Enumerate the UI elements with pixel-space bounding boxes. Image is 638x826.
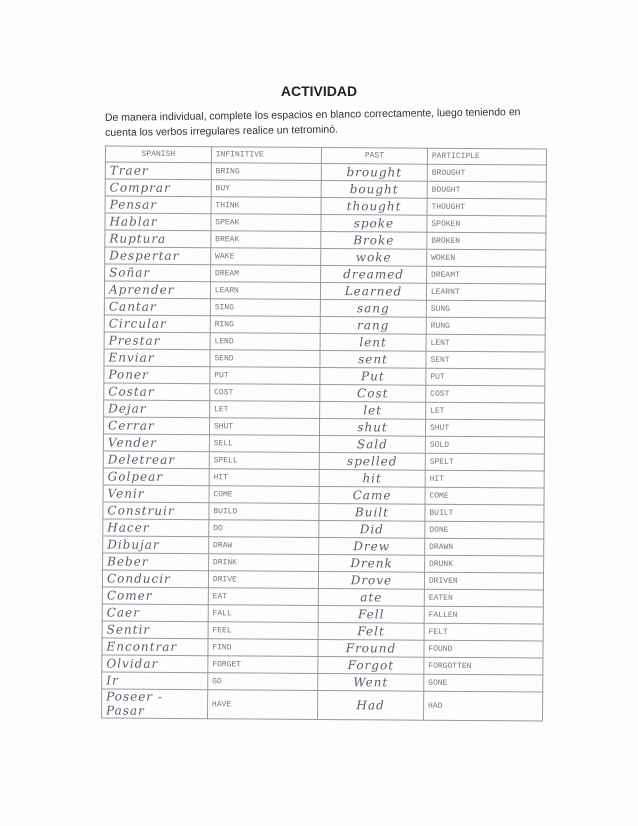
past-cell: sent (320, 350, 426, 368)
infinitive-cell: SPELL (209, 452, 319, 470)
participle-cell: DRIVEN (424, 572, 543, 590)
participle-cell: SPELT (425, 453, 544, 471)
infinitive-cell: LEND (210, 333, 320, 351)
spanish-cell: Traer (105, 162, 211, 180)
infinitive-cell: HIT (209, 469, 319, 487)
past-cell: Learned (321, 282, 427, 300)
participle-cell: BUILT (425, 504, 544, 522)
infinitive-cell: BREAK (211, 231, 321, 249)
past-cell: Built (319, 503, 425, 521)
participle-cell: HAD (423, 691, 542, 721)
spanish-cell: Aprender (104, 281, 210, 299)
spanish-cell: Dejar (104, 400, 210, 418)
past-cell: Drew (319, 537, 425, 555)
header-participle: PARTICIPLE (427, 148, 546, 165)
participle-cell: BROKEN (427, 232, 546, 250)
spanish-cell: Costar (104, 383, 210, 401)
participle-cell: DONE (425, 521, 544, 539)
spanish-cell: Ir (102, 672, 208, 690)
participle-cell: WOKEN (427, 249, 546, 267)
spanish-cell: Cerrar (103, 417, 209, 435)
spanish-cell: Deletrear (103, 451, 209, 469)
participle-cell: FOUND (424, 640, 543, 658)
spanish-cell: Hablar (105, 213, 211, 231)
header-spanish: SPANISH (105, 146, 211, 163)
spanish-cell: Comprar (105, 179, 211, 197)
verbs-table (101, 145, 547, 721)
past-cell: brought (321, 163, 427, 181)
spanish-cell: Poner (104, 366, 210, 384)
participle-cell: COST (426, 385, 545, 403)
past-cell: sang (320, 299, 426, 317)
past-cell: Put (320, 367, 426, 385)
spanish-cell: Despertar (105, 247, 211, 265)
past-cell: Cost (320, 384, 426, 402)
past-cell: Drenk (319, 554, 425, 572)
past-cell: Came (319, 486, 425, 504)
spanish-cell: Construir (103, 502, 209, 520)
spanish-cell: Prestar (104, 332, 210, 350)
spanish-cell: Olvidar (102, 655, 208, 673)
participle-cell: SHUT (425, 419, 544, 437)
past-cell: Had (318, 690, 424, 720)
past-cell: Fell (318, 605, 424, 623)
participle-cell: DRUNK (424, 555, 543, 573)
infinitive-cell: DO (209, 520, 319, 538)
past-cell: spoke (321, 214, 427, 232)
infinitive-cell: THINK (211, 197, 321, 215)
past-cell: woke (321, 248, 427, 266)
participle-cell: FELT (424, 623, 543, 641)
spanish-cell: Ruptura (105, 230, 211, 248)
participle-cell: FORGOTTEN (424, 657, 543, 675)
infinitive-cell: BUY (211, 180, 321, 198)
infinitive-cell: FIND (208, 639, 318, 657)
spanish-cell: Hacer (103, 519, 209, 537)
past-cell: bought (321, 180, 427, 198)
past-cell: Sald (319, 435, 425, 453)
past-cell: shut (320, 418, 426, 436)
participle-cell: SPOKEN (427, 215, 546, 233)
page-title: ACTIVIDAD (280, 83, 358, 99)
spanish-cell: Circular (104, 315, 210, 333)
infinitive-cell: WAKE (211, 248, 321, 266)
participle-cell: THOUGHT (427, 198, 546, 216)
infinitive-cell: RING (210, 316, 320, 334)
past-cell: hit (319, 469, 425, 487)
infinitive-cell: SHUT (209, 418, 319, 436)
header-past: PAST (321, 147, 427, 164)
infinitive-cell: PUT (210, 367, 320, 385)
spanish-cell: Poseer - Pasar (102, 689, 208, 719)
spanish-cell: Comer (102, 587, 208, 605)
participle-cell: RUNG (426, 317, 545, 335)
infinitive-cell: HAVE (207, 690, 317, 720)
spanish-cell: Soñar (105, 264, 211, 282)
participle-cell: FALLEN (424, 606, 543, 624)
past-cell: Felt (318, 622, 424, 640)
infinitive-cell: SEND (210, 350, 320, 368)
past-cell: thought (321, 197, 427, 215)
participle-cell: LEARNT (426, 283, 545, 301)
past-cell: Drove (318, 571, 424, 589)
spanish-cell: Beber (103, 553, 209, 571)
spanish-cell: Pensar (105, 196, 211, 214)
infinitive-cell: EAT (208, 588, 318, 606)
participle-cell: BOUGHT (427, 181, 546, 199)
infinitive-cell: FALL (208, 605, 318, 623)
infinitive-cell: DRINK (208, 554, 318, 572)
infinitive-cell: COME (209, 486, 319, 504)
participle-cell: BROUGHT (427, 164, 546, 182)
infinitive-cell: BUILD (209, 503, 319, 521)
infinitive-cell: SING (210, 299, 320, 317)
participle-cell: PUT (426, 368, 545, 386)
spanish-cell: Sentir (102, 621, 208, 639)
participle-cell: SUNG (426, 300, 545, 318)
past-cell: ate (318, 588, 424, 606)
infinitive-cell: DREAM (210, 265, 320, 283)
participle-cell: GONE (424, 674, 543, 692)
past-cell: lent (320, 333, 426, 351)
infinitive-cell: FORGET (208, 656, 318, 674)
infinitive-cell: SELL (209, 435, 319, 453)
past-cell: Went (318, 673, 424, 691)
past-cell: Did (319, 520, 425, 538)
participle-cell: SOLD (425, 436, 544, 454)
spanish-cell: Dibujar (103, 536, 209, 554)
spanish-cell: Vender (103, 434, 209, 452)
past-cell: dreamed (321, 265, 427, 283)
participle-cell: HIT (425, 470, 544, 488)
participle-cell: LET (426, 402, 545, 420)
participle-cell: SENT (426, 351, 545, 369)
past-cell: Forgot (318, 656, 424, 674)
infinitive-cell: BRING (211, 163, 321, 181)
spanish-cell: Cantar (104, 298, 210, 316)
past-cell: Broke (321, 231, 427, 249)
past-cell: rang (320, 316, 426, 334)
infinitive-cell: FEEL (208, 622, 318, 640)
spanish-cell: Venir (103, 485, 209, 503)
participle-cell: COME (425, 487, 544, 505)
spanish-cell: Golpear (103, 468, 209, 486)
infinitive-cell: LET (209, 401, 319, 419)
participle-cell: DREAMT (426, 266, 545, 284)
past-cell: spelled (319, 452, 425, 470)
spanish-cell: Caer (102, 604, 208, 622)
infinitive-cell: DRIVE (208, 571, 318, 589)
spanish-cell: Enviar (104, 349, 210, 367)
instructions: De manera individual, complete los espacios en blanco correctamente, luego teniendo en cuenta los verbos irregulares realice un tetrominó. (104, 106, 521, 139)
participle-cell: EATEN (424, 589, 543, 607)
spanish-cell: Conducir (102, 570, 208, 588)
infinitive-cell: LEARN (210, 282, 320, 300)
infinitive-cell: COST (210, 384, 320, 402)
infinitive-cell: GO (208, 673, 318, 691)
infinitive-cell: SPEAK (211, 214, 321, 232)
past-cell: Fround (318, 639, 424, 657)
table-row (102, 689, 543, 721)
past-cell: let (320, 401, 426, 419)
header-infinitive: INFINITIVE (211, 147, 321, 164)
participle-cell: DRAWN (425, 538, 544, 556)
participle-cell: LENT (426, 334, 545, 352)
spanish-cell: Encontrar (102, 638, 208, 656)
infinitive-cell: DRAW (208, 537, 318, 555)
